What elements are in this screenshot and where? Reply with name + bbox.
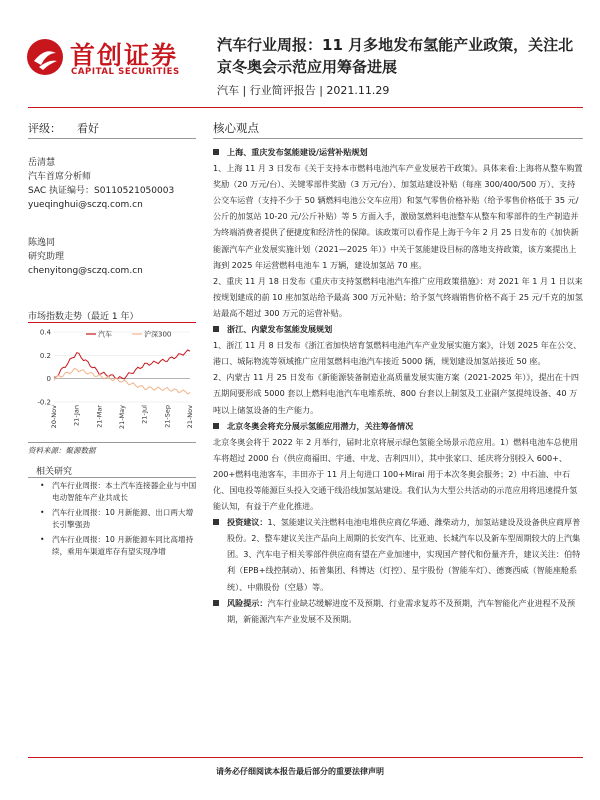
section-heading (213, 144, 583, 160)
analyst-license: SAC 执证编号：S0110521050003 (28, 186, 175, 196)
brand-name-cn: 首创证券 (70, 41, 179, 70)
related-rule (28, 477, 196, 478)
chart-series-line (54, 369, 190, 395)
rating-value: 看好 (77, 122, 99, 135)
chart-series-line (54, 350, 190, 379)
bullet-square-icon (213, 519, 219, 525)
chart-title: 市场指数走势（最近 1 年） (28, 312, 139, 322)
chart-y-tick-label: 0 (46, 375, 51, 384)
chart-x-tick-label: 21-Nov (186, 405, 194, 429)
chart-source: 资料来源：聚源数据 (28, 446, 96, 455)
chart-y-tick-label: 0.4 (39, 328, 51, 337)
section-heading (213, 418, 583, 434)
analyst-name: 岳清慧 (28, 158, 56, 168)
chart-title-rule (28, 322, 196, 323)
header-divider (28, 107, 583, 108)
related-item-text: 汽车行业周报：本土汽车连接器企业与中国电动智能车产业共成长 (52, 481, 197, 502)
related-research-title: 相关研究 (36, 467, 73, 477)
legal-footer: 请务必仔细阅读本报告最后部分的重要法律声明 (216, 767, 384, 776)
chart-y-tick-label: -0.2 (37, 398, 51, 407)
related-item-text: 汽车行业周报：10 月新能源、出口两大增长引擎强劲 (52, 508, 194, 529)
chart-x-tick-label: 21-Mar (95, 405, 104, 428)
brand-logo-icon (25, 37, 65, 77)
section-heading (213, 321, 583, 337)
chart-x-tick-label: 21-May (118, 405, 126, 430)
assistant-name: 陈逸同 (28, 238, 56, 248)
risk-warning (213, 595, 583, 627)
bullet-square-icon (213, 600, 219, 606)
brand-name-en: CAPITAL SECURITIES (71, 67, 180, 77)
chart-legend-label: 汽车 (98, 330, 112, 339)
analyst-role: 汽车首席分析师 (28, 172, 92, 182)
analyst-email: yueqinghui@sczq.com.cn (28, 200, 143, 210)
source-rule (28, 442, 196, 443)
investment-label: 投资建议： (227, 517, 268, 528)
related-item-text: 汽车行业周报：10 月新能源车同比高增持续，乘用车渠道库存有望实现净增 (52, 535, 194, 556)
report-title: 汽车行业周报：11 月多地发布氢能产业政策，关注北京冬奥会示范应用筹备进展 (217, 36, 574, 76)
related-item[interactable]: • 汽车行业周报：10 月新能源车同比高增持续，乘用车渠道库存有望实现净增 (40, 535, 194, 556)
footer-divider (28, 757, 583, 758)
chart-y-tick-label: 0.2 (39, 351, 51, 360)
related-item[interactable]: • 汽车行业周报：10 月新能源、出口两大增长引擎强劲 (40, 508, 194, 529)
analyst-card (28, 156, 174, 212)
investment-text: 1、氢能建议关注燃料电池电堆供应商亿华通、潍柴动力，加氢站建设及设备供应商厚普股份。2、整车建议关注产品向上周期的长安汽车、比亚迪、长城汽车以及新车型周期较大的上汽集团。3、汽车电子相关零部件供应商有望在产业加速中，实现国产替代和份量齐升，建议关注：伯特利（EPB+线控制动）、拓普集团、科博达（灯控）、星宇股份（智能车灯）、德赛西威（智能座舱系统）、中鼎股份（空悬）等。 (227, 517, 581, 592)
chart-x-tick-label: 21-Jan (72, 405, 81, 426)
bullet-square-icon (213, 149, 219, 155)
bullet-square-icon (213, 423, 219, 429)
rating-underline (28, 138, 196, 139)
rating (28, 120, 99, 136)
risk-label: 风险提示： (227, 597, 268, 608)
section-paragraph: 1、上海 11 月 3 日发布《关于支持本市燃料电池汽车产业发展若干政策》。具体来看:上海将从整车购置奖励（20 万元/台）、关键零部件奖励（3 万元/台）、加氢站建设补贴（每座 300/400/500 万）、支持公交车运营（支持不少于 50 辆燃料电池公交车应用）和氢气零售价格补贴（给予零售价格低于 35 元/公斤的加氢站 10-20 元/公斤补贴）等 5 方面入手，激励氢燃料电池整车从整车和零部件的生产制造并为终端消费者提供了便捷度和经济性的保障。该政策可以看作是上海于今年 2 月 25 日发布的《加快新能源汽车产业发展实施计划（2021—2025 年）》中关于氢能建设目标的落地支持政策，该方案提出上海到 2025 年运营燃料电池车 1 万辆，建设加氢站 70 座。 (213, 163, 583, 270)
rating-label: 评级： (28, 122, 61, 135)
section-paragraph: 北京冬奥会将于 2022 年 2 月举行，届时北京将展示绿色氢能全场景示范应用。1）燃料电池车总使用车将超过 2000 台（供应商福田、宇通、中龙、吉利四川），其中张家口、延庆将分别投入 600+、200+燃料电池客车，丰田亦于 11 月上旬进口 100+Mirai 用于本次冬奥会服务；2）中石油、中石化、国电投等能源巨头投入交通干线沿线加氢站建设。我们认为大型公共活动的示范应用将迅速提升氢能认知，有益于产业化推进。 (213, 436, 578, 512)
chart-legend-label: 沪深300 (144, 330, 172, 339)
section-heading-text: 上海、重庆发布氢能建设/运营补贴规划 (227, 147, 368, 157)
section-heading-text: 北京冬奥会将充分展示氢能应用潜力，关注筹备情况 (227, 420, 414, 431)
report-subtitle: 汽车 | 行业简评报告 | 2021.11.29 (217, 84, 390, 97)
bullet-square-icon (213, 326, 219, 332)
risk-text: 汽车行业缺芯缓解进度不及预期、行业需求复苏不及预期，汽车智能化产业进程不及预期，新能源汽车产业发展不及预期。 (227, 597, 576, 624)
assistant-email: chenyitong@sczq.com.cn (28, 266, 143, 276)
core-view-content (213, 144, 583, 627)
investment-advice (213, 514, 583, 594)
section-paragraph: 2、重庆 11 月 18 日发布《重庆市支持氢燃料电池汽车推广应用政策措施》：对 2021 年 1 月 1 日以来按规划建成的前 10 座加氢站给予最高 300 万元补贴；给予氢气终端销售价格不高于 25 元/千克的加氢站最高不超过 300 万元的运营补贴。 (213, 275, 583, 318)
core-view-title: 核心观点 (213, 121, 259, 135)
chart-x-tick-label: 21-Jul (140, 405, 149, 424)
related-item[interactable]: • 汽车行业周报：本土汽车连接器企业与中国电动智能车产业共成长 (40, 481, 197, 502)
related-research-list (28, 480, 198, 561)
market-index-chart (28, 326, 198, 441)
core-underline (213, 138, 583, 139)
section-heading-text: 浙江、内蒙发布氢能发展规划 (227, 324, 333, 335)
assistant-card (28, 236, 143, 278)
chart-x-tick-label: 20-Nov (50, 405, 58, 429)
section-paragraph: 1、浙江 11 月 8 日发布《浙江省加快培育氢燃料电池汽车产业发展实施方案》，计划 2025 年在公交、港口、城际物流等领域推广应用氢燃料电池汽车接近 5000 辆，规划建设加氢站接近 50 座。 (213, 340, 582, 367)
section-paragraph: 2、内蒙古 11 月 25 日发布《新能源装备制造业高质量发展实施方案（2021-2025 年）》，提出在十四五期间要形成 5000 套以上燃料电池汽车电堆系统、800 台套以上制氢及工业副产氢提纯设备、40 万吨以上储氢设备的生产能力。 (213, 372, 580, 415)
assistant-role: 研究助理 (28, 252, 65, 262)
chart-x-tick-label: 21-Sep (163, 405, 172, 428)
